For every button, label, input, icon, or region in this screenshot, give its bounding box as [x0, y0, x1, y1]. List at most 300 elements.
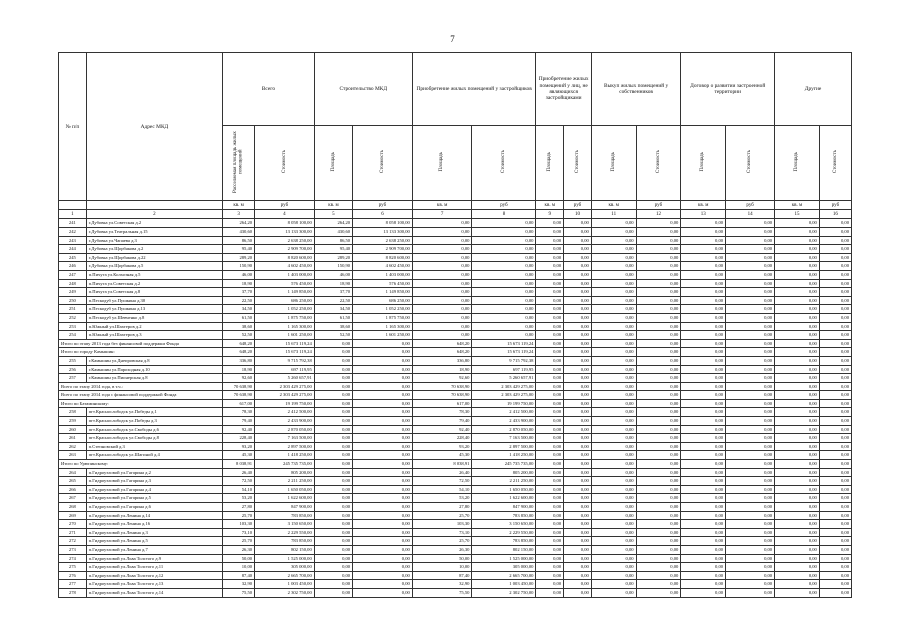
address-cell: г.Камышин ул.Пароходная д.10	[86, 365, 222, 374]
purchase-cost-cell: 15 673 119,24	[472, 339, 536, 348]
purchase-cost-cell: 1 622 600,00	[472, 494, 536, 503]
address-cell: п.Гидроузловой ул.Гагарина д.3	[86, 477, 222, 486]
total-cost-cell: 15 673 119,24	[255, 339, 315, 348]
construction-area-cell: 0,00	[314, 511, 352, 520]
total-area-cell: 87,40	[223, 571, 255, 580]
header-address: Адрес МКД	[86, 53, 222, 201]
header-construction-cost: Стоимость	[353, 126, 413, 201]
index-cell: 9	[536, 210, 564, 219]
construction-cost-cell: 8 820 600,00	[353, 253, 413, 262]
zero-value-cell: 0,00	[819, 451, 851, 460]
zero-value-cell: 0,00	[636, 434, 681, 443]
construction-cost-cell: 0,00	[353, 460, 413, 469]
zero-value-cell: 0,00	[636, 442, 681, 451]
zero-value-cell: 0,00	[775, 219, 820, 228]
zero-value-cell: 0,00	[591, 485, 636, 494]
zero-value-cell: 0,00	[681, 485, 726, 494]
zero-value-cell: 0,00	[636, 382, 681, 391]
zero-value-cell: 0,00	[681, 279, 726, 288]
header-purchase-nondev-area: Площадь	[536, 126, 564, 201]
zero-value-cell: 0,00	[775, 417, 820, 426]
zero-value-cell: 0,00	[726, 245, 775, 254]
total-area-cell: 86,50	[223, 236, 255, 245]
zero-value-cell: 0,00	[819, 399, 851, 408]
total-cost-cell: 2 211 250,00	[255, 477, 315, 486]
purchase-cost-cell: 0,00	[472, 296, 536, 305]
unit-cell: кв. м	[681, 201, 726, 210]
zero-value-cell: 0,00	[636, 520, 681, 529]
total-cost-cell: 1 875 750,00	[255, 313, 315, 322]
purchase-area-cell: 45,30	[412, 451, 472, 460]
zero-value-cell: 0,00	[775, 382, 820, 391]
purchase-area-cell: 0,00	[412, 253, 472, 262]
zero-value-cell: 0,00	[726, 588, 775, 597]
unit-cell: руб	[726, 201, 775, 210]
zero-value-cell: 0,00	[536, 494, 564, 503]
total-cost-cell: 245 735 735,00	[255, 460, 315, 469]
zero-value-cell: 0,00	[819, 511, 851, 520]
zero-value-cell: 0,00	[536, 417, 564, 426]
address-cell: п.Пичуга ул.Колхозная д.5	[86, 270, 222, 279]
purchase-area-cell: 0,00	[412, 313, 472, 322]
row-number: 277	[59, 580, 87, 589]
total-cost-cell: 19 199 750,00	[255, 399, 315, 408]
address-cell: п.Степновский д.3	[86, 442, 222, 451]
zero-value-cell: 0,00	[536, 399, 564, 408]
zero-value-cell: 0,00	[819, 468, 851, 477]
purchase-cost-cell: 0,00	[472, 313, 536, 322]
total-cost-cell: 2 909 700,00	[255, 245, 315, 254]
purchase-area-cell: 75,50	[412, 588, 472, 597]
row-number: 274	[59, 554, 87, 563]
address-cell: п.Пичуга ул.Советская д.8	[86, 288, 222, 297]
zero-value-cell: 0,00	[681, 270, 726, 279]
zero-value-cell: 0,00	[775, 245, 820, 254]
purchase-cost-cell: 2 211 250,00	[472, 477, 536, 486]
zero-value-cell: 0,00	[819, 537, 851, 546]
zero-value-cell: 0,00	[591, 236, 636, 245]
zero-value-cell: 0,00	[536, 520, 564, 529]
total-area-cell: 430,60	[223, 228, 255, 237]
purchase-area-cell: 0,00	[412, 288, 472, 297]
total-area-cell: 10,00	[223, 563, 255, 572]
row-number: 247	[59, 270, 87, 279]
zero-value-cell: 0,00	[819, 588, 851, 597]
construction-cost-cell: 0,00	[353, 554, 413, 563]
construction-area-cell: 0,00	[314, 554, 352, 563]
zero-value-cell: 0,00	[775, 279, 820, 288]
zero-value-cell: 0,00	[681, 451, 726, 460]
construction-area-cell: 0,00	[314, 545, 352, 554]
construction-area-cell: 150,90	[314, 262, 352, 271]
zero-value-cell: 0,00	[636, 219, 681, 228]
zero-value-cell: 0,00	[775, 288, 820, 297]
zero-value-cell: 0,00	[819, 228, 851, 237]
purchase-cost-cell: 15 673 119,24	[472, 348, 536, 357]
address-cell: п.Пескодуб ул.Пушкина д.13	[86, 305, 222, 314]
zero-value-cell: 0,00	[636, 580, 681, 589]
address-cell: п.Гидроузловой ул.Ленина д.5	[86, 537, 222, 546]
zero-value-cell: 0,00	[726, 356, 775, 365]
zero-value-cell: 0,00	[819, 477, 851, 486]
purchase-cost-cell: 0,00	[472, 219, 536, 228]
total-cost-cell: 3 150 650,00	[255, 520, 315, 529]
header-purchase-non-developers: Приобретение жилых помещений у лиц, не являющихся застройщиками	[536, 53, 591, 126]
total-cost-cell: 1 650 050,00	[255, 485, 315, 494]
zero-value-cell: 0,00	[775, 460, 820, 469]
purchase-area-cell: 0,00	[412, 296, 472, 305]
purchase-area-cell: 0,00	[412, 262, 472, 271]
row-number: 250	[59, 296, 87, 305]
total-cost-cell: 2 303 429 275,00	[255, 391, 315, 400]
construction-cost-cell: 13 133 300,00	[353, 228, 413, 237]
header-purchase-dev-cost: Стоимость	[472, 126, 536, 201]
row-number: 260	[59, 425, 87, 434]
construction-cost-cell: 0,00	[353, 528, 413, 537]
row-number: 273	[59, 545, 87, 554]
table-row	[59, 434, 852, 443]
zero-value-cell: 0,00	[564, 296, 592, 305]
zero-value-cell: 0,00	[591, 588, 636, 597]
zero-value-cell: 0,00	[775, 554, 820, 563]
zero-value-cell: 0,00	[681, 425, 726, 434]
zero-value-cell: 0,00	[636, 236, 681, 245]
zero-value-cell: 0,00	[681, 228, 726, 237]
zero-value-cell: 0,00	[536, 288, 564, 297]
total-area-cell: 70 638,90	[223, 391, 255, 400]
construction-area-cell: 264,20	[314, 219, 352, 228]
purchase-area-cell: 103,30	[412, 520, 472, 529]
zero-value-cell: 0,00	[564, 588, 592, 597]
construction-cost-cell: 0,00	[353, 563, 413, 572]
section-label: Итого по этапу 2013 года без финансовой поддержки Фонда	[59, 339, 223, 348]
total-cost-cell: 1 052 250,00	[255, 305, 315, 314]
zero-value-cell: 0,00	[636, 468, 681, 477]
row-number: 255	[59, 356, 87, 365]
zero-value-cell: 0,00	[681, 477, 726, 486]
header-purchase-developers: Приобретение жилых помещений у застройщиков	[412, 53, 536, 126]
zero-value-cell: 0,00	[564, 554, 592, 563]
total-area-cell: 8 038,91	[223, 460, 255, 469]
construction-area-cell: 0,00	[314, 451, 352, 460]
zero-value-cell: 0,00	[636, 348, 681, 357]
construction-area-cell: 0,00	[314, 571, 352, 580]
address-cell: п.Гидроузловой ул.Льва Толстого д.12	[86, 571, 222, 580]
address-cell: п.Гидроузловой ул.Гагарина д.2	[86, 468, 222, 477]
zero-value-cell: 0,00	[681, 339, 726, 348]
zero-value-cell: 0,00	[564, 537, 592, 546]
construction-area-cell: 0,00	[314, 528, 352, 537]
zero-value-cell: 0,00	[819, 348, 851, 357]
zero-value-cell: 0,00	[564, 365, 592, 374]
zero-value-cell: 0,00	[681, 417, 726, 426]
zero-value-cell: 0,00	[726, 425, 775, 434]
construction-cost-cell: 1 149 850,00	[353, 288, 413, 297]
construction-area-cell: 52,50	[314, 331, 352, 340]
zero-value-cell: 0,00	[536, 485, 564, 494]
table-row	[59, 374, 852, 383]
construction-area-cell: 46,00	[314, 270, 352, 279]
zero-value-cell: 0,00	[536, 391, 564, 400]
row-number: 271	[59, 528, 87, 537]
zero-value-cell: 0,00	[591, 365, 636, 374]
zero-value-cell: 0,00	[726, 477, 775, 486]
zero-value-cell: 0,00	[636, 528, 681, 537]
address-cell: пгт.Краснослободск ул.Победы д.3	[86, 417, 222, 426]
purchase-cost-cell: 783 850,00	[472, 537, 536, 546]
table-row	[59, 417, 852, 426]
zero-value-cell: 0,00	[564, 477, 592, 486]
table-row	[59, 520, 852, 529]
zero-value-cell: 0,00	[819, 296, 851, 305]
zero-value-cell: 0,00	[726, 554, 775, 563]
purchase-cost-cell: 2 412 500,00	[472, 408, 536, 417]
zero-value-cell: 0,00	[536, 503, 564, 512]
construction-cost-cell: 0,00	[353, 408, 413, 417]
zero-value-cell: 0,00	[536, 468, 564, 477]
construction-cost-cell: 0,00	[353, 545, 413, 554]
zero-value-cell: 0,00	[681, 245, 726, 254]
zero-value-cell: 0,00	[819, 245, 851, 254]
purchase-area-cell: 87,40	[412, 571, 472, 580]
zero-value-cell: 0,00	[564, 374, 592, 383]
zero-value-cell: 0,00	[775, 477, 820, 486]
index-cell: 16	[819, 210, 851, 219]
total-cost-cell: 1 622 600,00	[255, 494, 315, 503]
zero-value-cell: 0,00	[681, 537, 726, 546]
purchase-area-cell: 25,70	[412, 537, 472, 546]
zero-value-cell: 0,00	[591, 313, 636, 322]
zero-value-cell: 0,00	[819, 356, 851, 365]
total-cost-cell: 1 601 250,00	[255, 331, 315, 340]
zero-value-cell: 0,00	[819, 365, 851, 374]
header-buyout-area: Площадь	[591, 126, 636, 201]
zero-value-cell: 0,00	[591, 580, 636, 589]
purchase-cost-cell: 2 302 750,00	[472, 588, 536, 597]
zero-value-cell: 0,00	[536, 262, 564, 271]
purchase-cost-cell: 0,00	[472, 322, 536, 331]
zero-value-cell: 0,00	[536, 236, 564, 245]
zero-value-cell: 0,00	[636, 494, 681, 503]
zero-value-cell: 0,00	[681, 511, 726, 520]
zero-value-cell: 0,00	[636, 331, 681, 340]
total-cost-cell: 7 163 500,00	[255, 434, 315, 443]
section-label: Всего по этапу 2014 года с финансовой поддержкой Фонда	[59, 391, 223, 400]
purchase-area-cell: 70 638,90	[412, 382, 472, 391]
header-construction-area: Площадь	[314, 126, 352, 201]
purchase-cost-cell: 805 200,00	[472, 468, 536, 477]
purchase-area-cell: 92,40	[412, 425, 472, 434]
purchase-cost-cell: 2 229 550,00	[472, 528, 536, 537]
total-area-cell: 45,30	[223, 451, 255, 460]
zero-value-cell: 0,00	[775, 485, 820, 494]
table-row	[59, 545, 852, 554]
purchase-area-cell: 54,10	[412, 485, 472, 494]
zero-value-cell: 0,00	[819, 434, 851, 443]
zero-value-cell: 0,00	[726, 296, 775, 305]
purchase-area-cell: 228,40	[412, 434, 472, 443]
table-row	[59, 219, 852, 228]
zero-value-cell: 0,00	[681, 365, 726, 374]
unit-cell: руб	[353, 201, 413, 210]
construction-area-cell: 0,00	[314, 365, 352, 374]
total-cost-cell: 847 900,00	[255, 503, 315, 512]
purchase-area-cell: 648,20	[412, 339, 472, 348]
column-index-row	[59, 210, 852, 219]
zero-value-cell: 0,00	[591, 399, 636, 408]
zero-value-cell: 0,00	[819, 374, 851, 383]
zero-value-cell: 0,00	[636, 245, 681, 254]
construction-area-cell: 0,00	[314, 417, 352, 426]
zero-value-cell: 0,00	[726, 460, 775, 469]
purchase-area-cell: 27,80	[412, 503, 472, 512]
zero-value-cell: 0,00	[591, 417, 636, 426]
purchase-area-cell: 32,90	[412, 580, 472, 589]
zero-value-cell: 0,00	[536, 528, 564, 537]
zero-value-cell: 0,00	[636, 554, 681, 563]
zero-value-cell: 0,00	[591, 537, 636, 546]
table-body	[59, 219, 852, 597]
zero-value-cell: 0,00	[681, 571, 726, 580]
zero-value-cell: 0,00	[775, 451, 820, 460]
index-cell: 7	[412, 210, 472, 219]
zero-value-cell: 0,00	[775, 262, 820, 271]
zero-value-cell: 0,00	[536, 331, 564, 340]
zero-value-cell: 0,00	[775, 563, 820, 572]
zero-value-cell: 0,00	[591, 545, 636, 554]
header-dev-contract-cost: Стоимость	[726, 126, 775, 201]
zero-value-cell: 0,00	[681, 262, 726, 271]
address-cell: п.Пескодуб ул.Шевченко д.8	[86, 313, 222, 322]
address-cell: пгт.Краснослободск ул.Шагиной д.4	[86, 451, 222, 460]
zero-value-cell: 0,00	[536, 322, 564, 331]
total-cost-cell: 2 302 750,00	[255, 588, 315, 597]
zero-value-cell: 0,00	[726, 374, 775, 383]
zero-value-cell: 0,00	[819, 313, 851, 322]
zero-value-cell: 0,00	[726, 571, 775, 580]
total-cost-cell: 697 119,95	[255, 365, 315, 374]
zero-value-cell: 0,00	[636, 391, 681, 400]
construction-area-cell: 0,00	[314, 356, 352, 365]
total-area-cell: 38,60	[223, 322, 255, 331]
zero-value-cell: 0,00	[591, 554, 636, 563]
row-number: 249	[59, 288, 87, 297]
index-cell: 8	[472, 210, 536, 219]
zero-value-cell: 0,00	[636, 253, 681, 262]
construction-area-cell: 0,00	[314, 468, 352, 477]
zero-value-cell: 0,00	[564, 253, 592, 262]
purchase-cost-cell: 0,00	[472, 253, 536, 262]
zero-value-cell: 0,00	[819, 262, 851, 271]
construction-area-cell: 0,00	[314, 588, 352, 597]
header-no: № п/п	[59, 53, 87, 201]
zero-value-cell: 0,00	[681, 554, 726, 563]
table-row	[59, 511, 852, 520]
total-cost-cell: 8 820 600,00	[255, 253, 315, 262]
row-number: 278	[59, 588, 87, 597]
zero-value-cell: 0,00	[726, 485, 775, 494]
address-cell: п.Гидроузловой ул.Гагарина д.5	[86, 494, 222, 503]
row-number: 268	[59, 503, 87, 512]
table-row	[59, 305, 852, 314]
zero-value-cell: 0,00	[536, 279, 564, 288]
total-cost-cell: 805 200,00	[255, 468, 315, 477]
table-row	[59, 228, 852, 237]
total-cost-cell: 2 412 500,00	[255, 408, 315, 417]
zero-value-cell: 0,00	[536, 477, 564, 486]
row-number: 252	[59, 313, 87, 322]
zero-value-cell: 0,00	[775, 511, 820, 520]
header-construction: Строительство МКД	[314, 53, 412, 126]
index-cell: 15	[775, 210, 820, 219]
unit-cell: руб	[472, 201, 536, 210]
construction-area-cell: 0,00	[314, 408, 352, 417]
address-cell: г.Дубовка ул.Советская д.2	[86, 219, 222, 228]
purchase-area-cell: 336,80	[412, 356, 472, 365]
zero-value-cell: 0,00	[536, 425, 564, 434]
purchase-cost-cell: 0,00	[472, 288, 536, 297]
table-row	[59, 236, 852, 245]
zero-value-cell: 0,00	[636, 296, 681, 305]
total-area-cell: 336,80	[223, 356, 255, 365]
zero-value-cell: 0,00	[819, 382, 851, 391]
header-other: Другие	[775, 53, 852, 126]
zero-value-cell: 0,00	[726, 451, 775, 460]
construction-area-cell: 18,90	[314, 279, 352, 288]
purchase-area-cell: 78,30	[412, 408, 472, 417]
zero-value-cell: 0,00	[536, 339, 564, 348]
zero-value-cell: 0,00	[564, 331, 592, 340]
purchase-cost-cell: 5 260 657,91	[472, 374, 536, 383]
index-cell: 3	[223, 210, 255, 219]
construction-area-cell: 0,00	[314, 391, 352, 400]
total-area-cell: 25,70	[223, 511, 255, 520]
table-row	[59, 451, 852, 460]
row-number: 241	[59, 219, 87, 228]
purchase-cost-cell: 1 525 000,00	[472, 554, 536, 563]
construction-cost-cell: 1 403 000,00	[353, 270, 413, 279]
zero-value-cell: 0,00	[591, 511, 636, 520]
row-number: 270	[59, 520, 87, 529]
purchase-cost-cell: 0,00	[472, 228, 536, 237]
total-cost-cell: 576 450,00	[255, 279, 315, 288]
zero-value-cell: 0,00	[591, 288, 636, 297]
zero-value-cell: 0,00	[591, 253, 636, 262]
unit-cell: кв. м	[412, 201, 472, 210]
zero-value-cell: 0,00	[564, 391, 592, 400]
total-cost-cell: 1 149 850,00	[255, 288, 315, 297]
total-cost-cell: 2 665 700,00	[255, 571, 315, 580]
header-purchase-nondev-cost: Стоимость	[564, 126, 592, 201]
index-cell: 11	[591, 210, 636, 219]
construction-cost-cell: 0,00	[353, 485, 413, 494]
zero-value-cell: 0,00	[591, 228, 636, 237]
units-row	[59, 201, 852, 210]
zero-value-cell: 0,00	[819, 485, 851, 494]
zero-value-cell: 0,00	[775, 503, 820, 512]
zero-value-cell: 0,00	[819, 288, 851, 297]
zero-value-cell: 0,00	[726, 580, 775, 589]
unit-cell: кв. м	[314, 201, 352, 210]
total-cost-cell: 783 850,00	[255, 511, 315, 520]
zero-value-cell: 0,00	[536, 219, 564, 228]
purchase-cost-cell: 0,00	[472, 279, 536, 288]
address-cell: г.Дубовка ул.Театральная д.15	[86, 228, 222, 237]
zero-value-cell: 0,00	[819, 460, 851, 469]
index-cell: 1	[59, 210, 87, 219]
row-number: 243	[59, 236, 87, 245]
address-cell: пгт.Краснослободск ул.Свободы д.6	[86, 425, 222, 434]
